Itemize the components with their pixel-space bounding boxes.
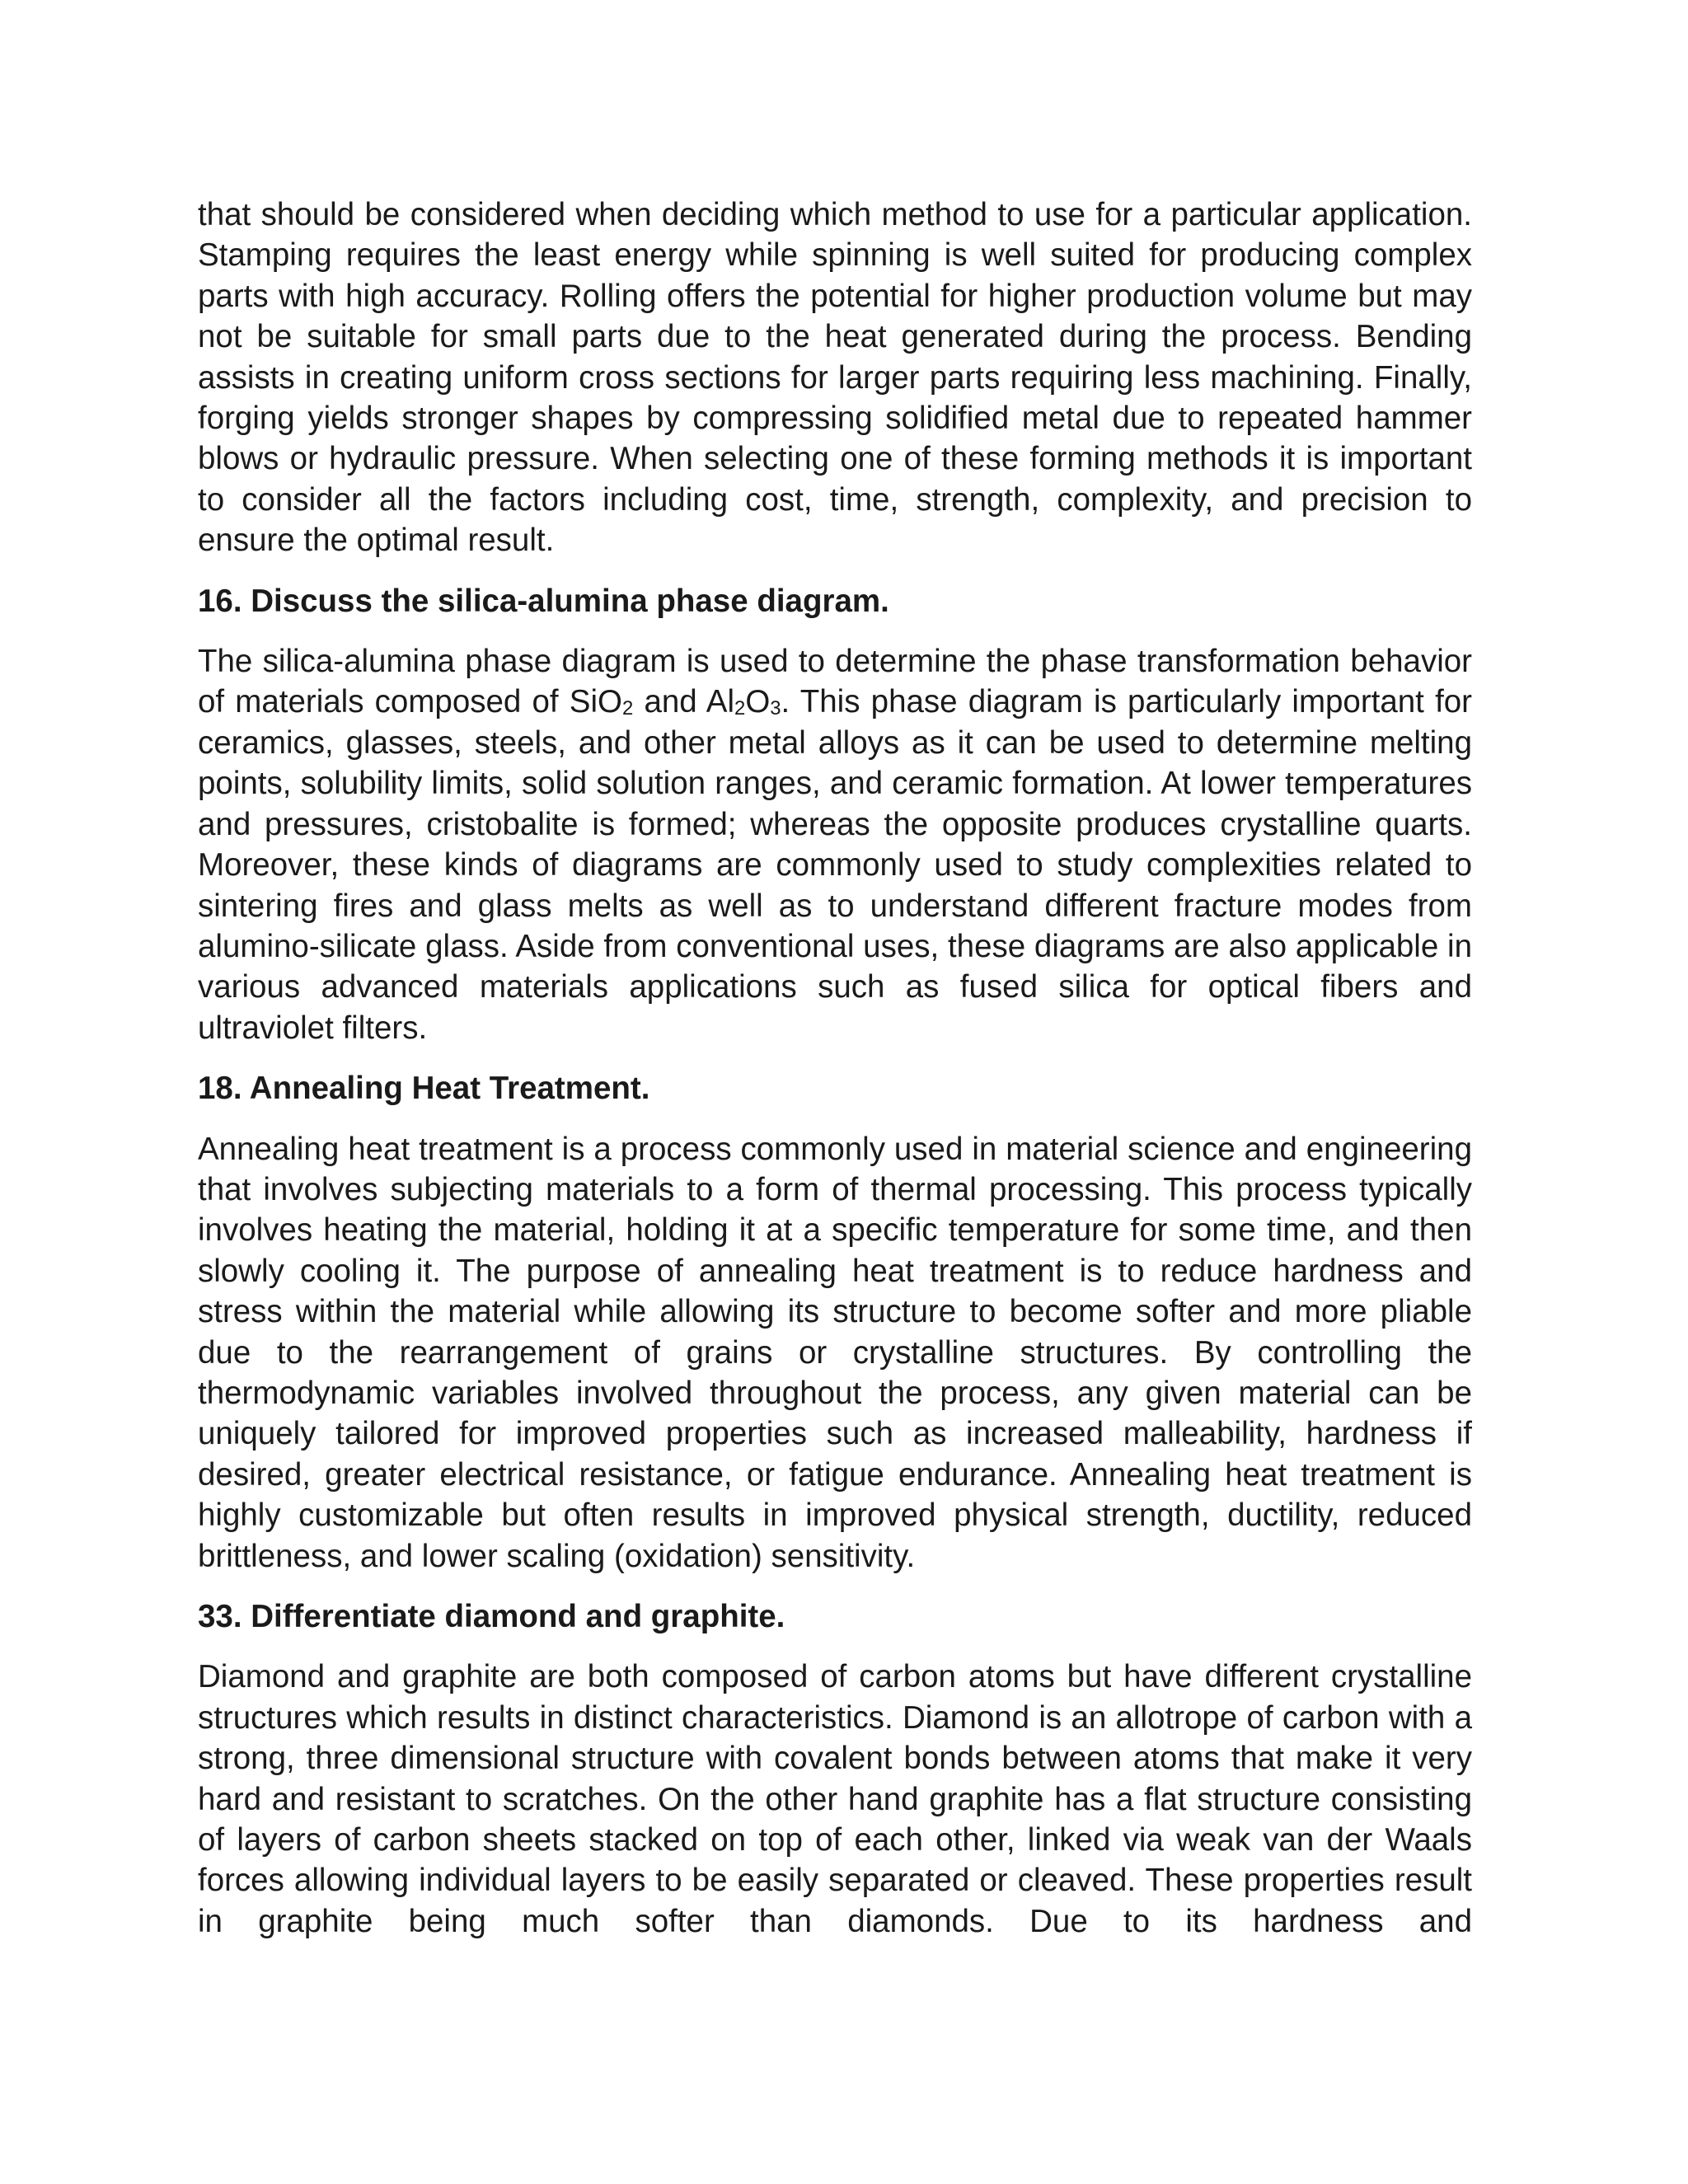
subscript-3: 3 [770, 696, 781, 719]
section-heading-silica-alumina: 16. Discuss the silica-alumina phase diagram. [198, 583, 889, 619]
continuation-paragraph: that should be considered when deciding which method to use for a particular application. Stamping requires the least energy while spinning is well suited for producing complex parts with high accuracy. Rolling offers the potential for higher production volume but may not be suitable for small parts due to the heat generated during the process. Bending assists in creating uniform cross sections for larger parts requiring less machining. Finally, forging yields stronger shapes by compressing solidified metal due to repeated hammer blows or hydraulic pressure. When selecting one of these forming methods it is important to consider all the factors including cost, time, strength, complexity, and precision to ensure the optimal result. [198, 197, 1472, 559]
silica-alumina-text-b: and Al [633, 684, 735, 720]
document-page [198, 194, 1472, 1942]
silica-alumina-text-a: The silica-alumina phase diagram is used to determine the phase transformation behavior of materials composed of SiO [198, 644, 1472, 720]
subscript-2: 2 [622, 696, 634, 719]
section-heading-annealing: 18. Annealing Heat Treatment. [198, 1071, 650, 1107]
diamond-graphite-paragraph: Diamond and graphite are both composed of carbon atoms but have different crystalline structures which results in distinct characteristics. Diamond is an allotrope of carbon with a strong, three dimensional structure with covalent bonds between atoms that make it very hard and resistant to scratches. On the other hand graphite has a flat structure consisting of layers of carbon sheets stacked on top of each other, linked via weak van der Waals forces allowing individual layers to be easily separated or cleaved. These properties result in graphite being much softer than diamonds. Due to its hardness and [198, 1659, 1472, 1939]
subscript-2: 2 [734, 696, 746, 719]
annealing-paragraph: Annealing heat treatment is a process commonly used in material science and engineering that involves subjecting materials to a form of thermal processing. This process typically involves heating the material, holding it at a specific temperature for some time, and then slowly cooling it. The purpose of annealing heat treatment is to reduce hardness and stress within the material while allowing its structure to become softer and more pliable due to the rearrangement of grains or crystalline structures. By controlling the thermodynamic variables involved throughout the process, any given material can be uniquely tailored for improved properties such as increased malleability, hardness if desired, greater electrical resistance, or fatigue endurance. Annealing heat treatment is highly customizable but often results in improved physical strength, ductility, reduced brittleness, and lower scaling (oxidation) sensitivity. [198, 1131, 1472, 1574]
silica-alumina-text-c: O [745, 684, 771, 720]
silica-alumina-text-d: . This phase diagram is particularly important for ceramics, glasses, steels, and other metal alloys as it can be used to determine melting points, solubility limits, solid solution ranges, and ceramic formation. At lower temperatures and pressures, cristobalite is formed; whereas the opposite produces crystalline quarts. Moreover, these kinds of diagrams are commonly used to study complexities related to sintering fires and glass melts as well as to understand different fracture modes from alumino-silicate glass. Aside from conventional uses, these diagrams are also applicable in various advanced materials applications such as fused silica for optical fibers and ultraviolet filters. [198, 684, 1473, 1046]
silica-alumina-paragraph [198, 641, 1472, 1048]
section-heading-diamond-graphite: 33. Differentiate diamond and graphite. [198, 1599, 785, 1634]
